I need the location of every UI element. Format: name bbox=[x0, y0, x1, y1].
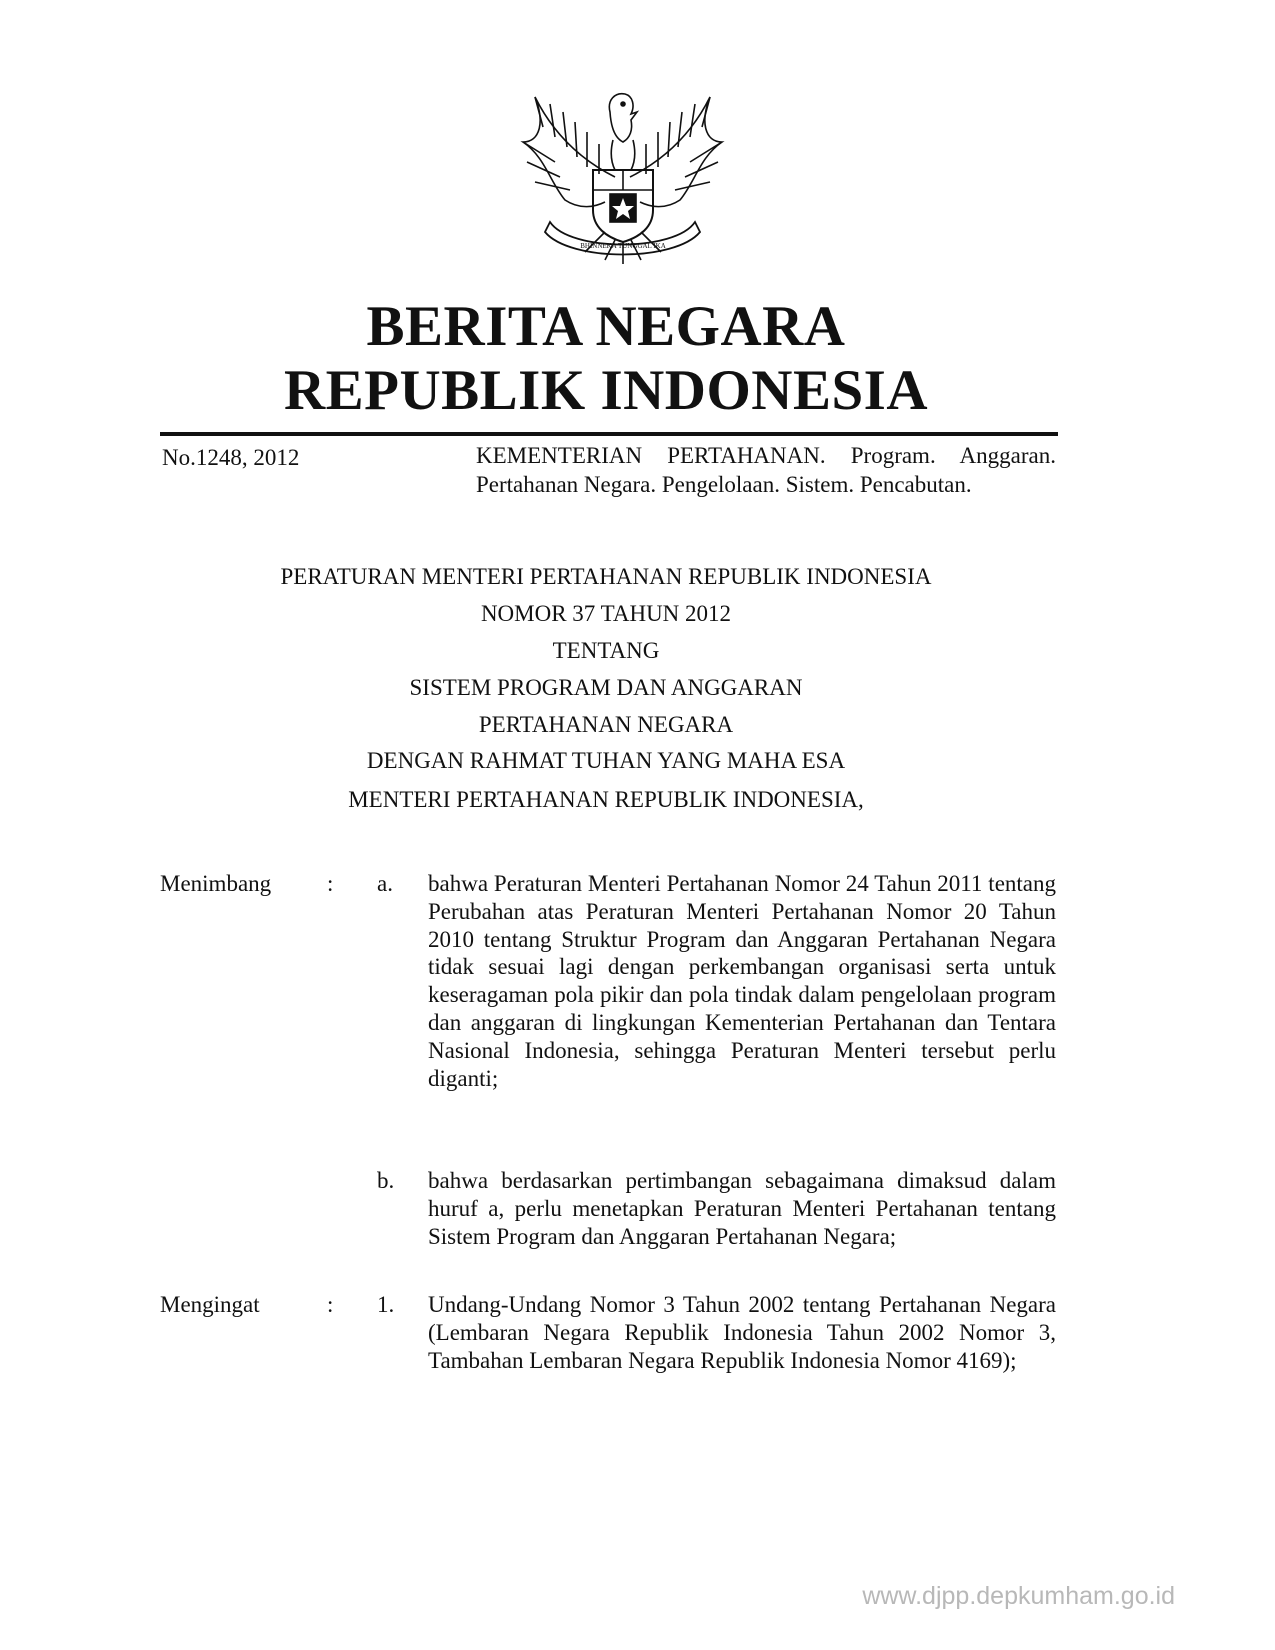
mengingat-marker-1: 1. bbox=[377, 1292, 395, 1317]
menimbang-marker-b: b. bbox=[377, 1168, 395, 1193]
mengingat-item-1: Undang-Undang Nomor 3 Tahun 2002 tentang Pertahanan Negara (Lembaran Negara Republik Indonesia Tahun 2002 Nomor 3, Tambahan Lembaran Negara Republik Indonesia Nomor 4169); bbox=[428, 1292, 1056, 1373]
regulation-line: NOMOR 37 TAHUN 2012 bbox=[480, 601, 732, 626]
regulation-line: SISTEM PROGRAM DAN ANGGARAN bbox=[409, 675, 803, 700]
footer-url: www.djpp.depkumham.go.id bbox=[862, 1582, 1175, 1610]
svg-text:BHINNEKA TUNGGAL IKA: BHINNEKA TUNGGAL IKA bbox=[580, 242, 666, 250]
menimbang-label: Menimbang bbox=[160, 871, 272, 896]
regulation-line: TENTANG bbox=[552, 638, 660, 663]
preamble-line: MENTERI PERTAHANAN REPUBLIK INDONESIA, bbox=[348, 787, 864, 812]
regulation-heading bbox=[0, 558, 1212, 743]
mengingat-colon: : bbox=[327, 1292, 334, 1317]
preamble bbox=[0, 741, 1212, 819]
menimbang-item-b: bahwa berdasarkan pertimbangan sebagaimana dimaksud dalam huruf a, perlu menetapkan Peraturan Menteri Pertahanan tentang Sistem Program dan Anggaran Pertahanan Negara; bbox=[428, 1168, 1056, 1249]
header-divider bbox=[160, 432, 1058, 436]
gazette-subject: KEMENTERIAN PERTAHANAN. Program. Anggaran. Pertahanan Negara. Pengelolaan. Sistem. Pencabutan. bbox=[476, 443, 1056, 497]
gazette-number: No.1248, 2012 bbox=[162, 445, 300, 470]
mengingat-label: Mengingat bbox=[160, 1292, 260, 1317]
preamble-line: DENGAN RAHMAT TUHAN YANG MAHA ESA bbox=[366, 748, 846, 773]
garuda-emblem-icon bbox=[515, 82, 730, 272]
page-title-line1: BERITA NEGARA bbox=[366, 295, 846, 358]
page-title-line2: REPUBLIK INDONESIA bbox=[283, 359, 929, 422]
menimbang-item-a: bahwa Peraturan Menteri Pertahanan Nomor 24 Tahun 2011 tentang Perubahan atas Peraturan Menteri Pertahanan Nomor 20 Tahun 2010 tentang Struktur Program dan Anggaran Pertahanan Negara tidak sesuai lagi dengan perkembangan organisasi serta untuk keseragaman pola pikir dan pola tindak dalam pengelolaan program dan anggaran di lingkungan Kementerian Pertahanan dan Tentara Nasional Indonesia, sehingga Peraturan Menteri tersebut perlu diganti; bbox=[428, 871, 1056, 1091]
menimbang-marker-a: a. bbox=[377, 871, 393, 896]
regulation-line: PERATURAN MENTERI PERTAHANAN REPUBLIK INDONESIA bbox=[280, 564, 932, 589]
regulation-line: PERTAHANAN NEGARA bbox=[478, 712, 734, 737]
menimbang-colon: : bbox=[327, 871, 334, 896]
